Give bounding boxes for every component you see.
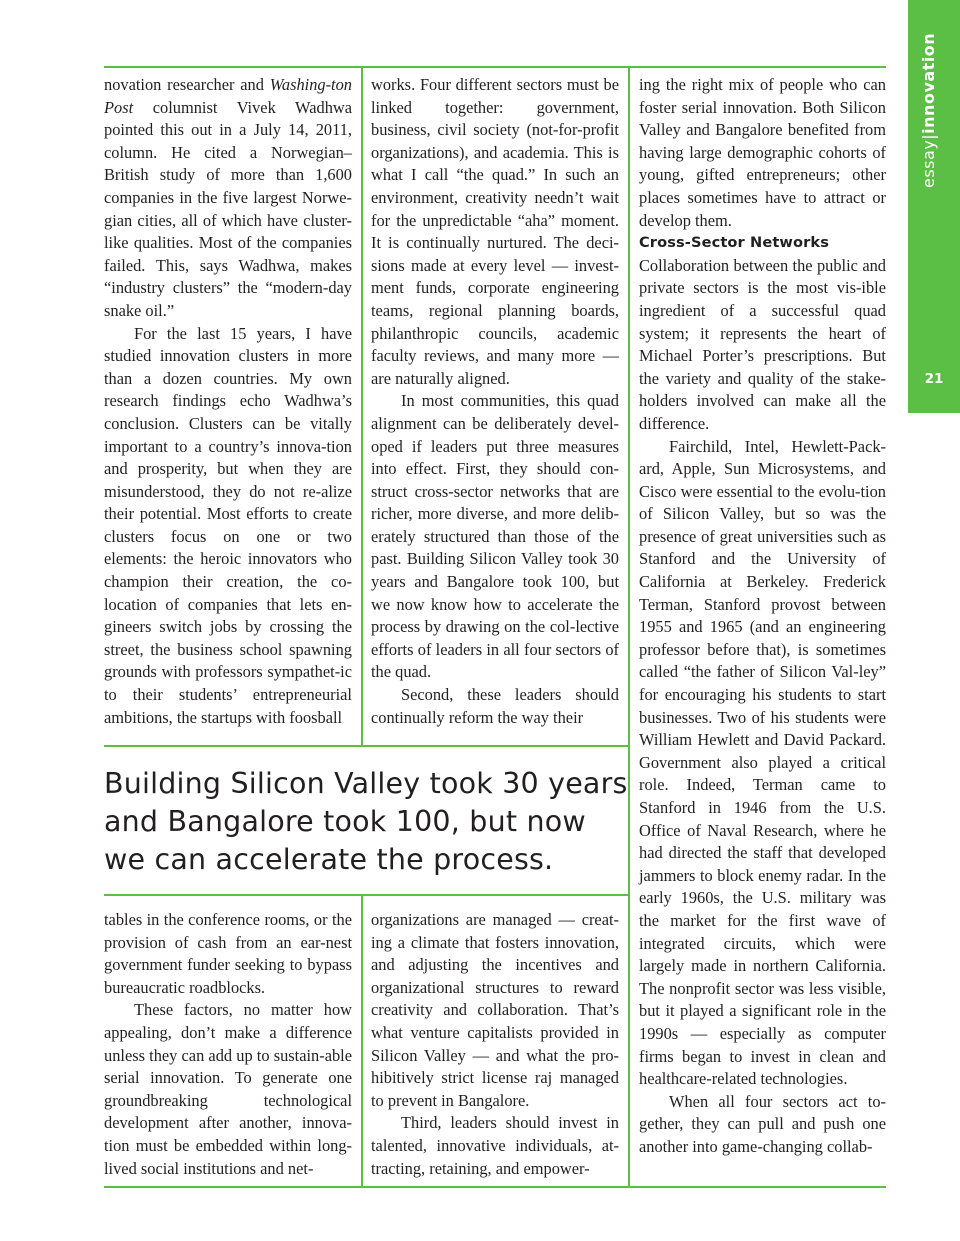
- paragraph: In most communities, this quad alignment can be deliberately devel-oped if leaders put three measures into effect. First, they should con-struct cross-sector networks that are richer, more diverse, and more delib-erately structured than those of the past. Building Silicon Valley took 30 years and Bangalore took 100, but we now know how to accelerate the process by drawing on the col-lective efforts of leaders in all four sectors of the quad.: [371, 391, 619, 682]
- column-2-bottom: [371, 909, 619, 1180]
- paragraph: works. Four different sectors must be linked together: government, business, civil society (not-for-profit organizations), and academia. This is what I call “the quad.” In such an environment, creativity needn’t wait for the unpredictable “aha” moment. It is continually nurtured. The deci-sions made at every level — invest-ment funds, corporate engineering teams, regional planning boards, philanthropic councils, academic faculty reviews, and many more — are naturally aligned.: [371, 75, 619, 388]
- column-1-top: [104, 74, 352, 729]
- paragraph: These factors, no matter how appealing, don’t make a difference unless they can add up to sustain-able serial innovation. To generate one groundbreaking technological development after another, innova-tion must be embedded within long-lived social institutions and net-: [104, 1000, 352, 1178]
- pull-quote: Building Silicon Valley took 30 years and Bangalore took 100, but now we can accelerate the process.: [104, 767, 628, 876]
- section-subhead: Cross-Sector Networks: [639, 234, 829, 252]
- page-number: 21: [924, 371, 944, 387]
- paragraph-text: columnist Vivek Wadhwa pointed this out in a July 14, 2011, column. He cited a Norwegian–British study of more than 1,600 companies in the five largest Norwe-gian cities, all of which have cluster-like qualities. Most of the companies failed. This, says Wadhwa, makes “industry clusters” the “modern-day snake oil.”: [104, 97, 352, 320]
- paragraph: tables in the conference rooms, or the provision of cash from an ear-nest government funder seeking to bypass bureaucratic roadblocks.: [104, 910, 352, 997]
- section-topic: innovation: [919, 32, 938, 134]
- pull-quote-bottom-rule: [104, 894, 629, 896]
- paragraph: organizations are managed — creat-ing a climate that fosters innovation, and adjusting the incentives and organizational structures to reward creativity and collaboration. That’s what venture capitalists provided in Silicon Valley — and what the pro-hibitively strict license raj managed to prevent in Bangalore.: [371, 910, 619, 1110]
- paragraph: Third, leaders should invest in talented, innovative individuals, at-tracting, retaining, and empower-: [371, 1113, 619, 1178]
- top-rule: [104, 66, 886, 68]
- paragraph: ing the right mix of people who can foster serial innovation. Both Silicon Valley and Bangalore benefited from having large demographic cohorts of young, gifted entrepreneurs; other places sometimes have to attract or develop them.: [639, 75, 886, 230]
- paragraph: When all four sectors act to-gether, they can pull and push one another into game-changing collab-: [639, 1091, 886, 1156]
- paragraph-text: novation researcher and: [104, 75, 270, 94]
- column-2-top: [371, 74, 619, 729]
- paragraph: Fairchild, Intel, Hewlett-Pack-ard, Apple, Sun Microsystems, and Cisco were essential to the evolu-tion of Silicon Valley, but so was the presence of great universities such as Stanford and the University of California at Berkeley. Frederick Terman, Stanford provost between 1955 and 1965 (and an engineering professor before that), is sometimes called “the father of Silicon Val-ley” for encouraging his students to start businesses. Two of his students were William Hewlett and David Packard. Government also played a critical role. Indeed, Terman came to Stanford in 1946 from the U.S. Office of Naval Research, where he had directed the staff that developed jammers to block enemy radar. In the early 1960s, the U.S. military was the market for the first wave of integrated circuits, which were largely made in northern California. The nonprofit sector was less visible, but it played a significant role in the 1990s — especially as computer firms began to invest in clean and healthcare-related technologies.: [639, 436, 886, 1089]
- paragraph: Collaboration between the public and private sectors is the most vis-ible ingredient of a successful quad system; it represents the heart of Michael Porter’s prescriptions. But the variety and quality of the stake-holders involved can make all the difference.: [639, 255, 886, 433]
- bottom-rule: [104, 1186, 886, 1188]
- section-separator: |: [919, 133, 938, 140]
- section-category: essay: [919, 139, 938, 188]
- section-label: [919, 32, 960, 188]
- paragraph: [104, 74, 352, 323]
- paragraph: For the last 15 years, I have studied innovation clusters in more than a dozen countries. My own research findings echo Wadhwa’s conclusion. Clusters can be vitally important to a country’s innova-tion and prosperity, but when they are misunderstood, they do not re-alize their potential. Most efforts to create clusters focus on one or two elements: the heroic innovators who champion their creation, the co-location of companies that lets en-gineers switch jobs by crossing the street, the business school spawning grounds with professors sympathet-ic to their students’ entrepreneurial ambitions, the startups with foosball: [104, 323, 352, 727]
- publication-name: Washing-ton Post: [104, 75, 352, 117]
- column-3: [639, 74, 886, 1159]
- column-1-bottom: [104, 909, 352, 1180]
- paragraph: Second, these leaders should continually reform the way their: [371, 685, 619, 727]
- column-divider-1-bottom: [361, 894, 363, 1186]
- column-divider-2-top: [628, 66, 630, 745]
- pull-quote-top-rule: [104, 745, 629, 747]
- column-divider-1-top: [361, 66, 363, 745]
